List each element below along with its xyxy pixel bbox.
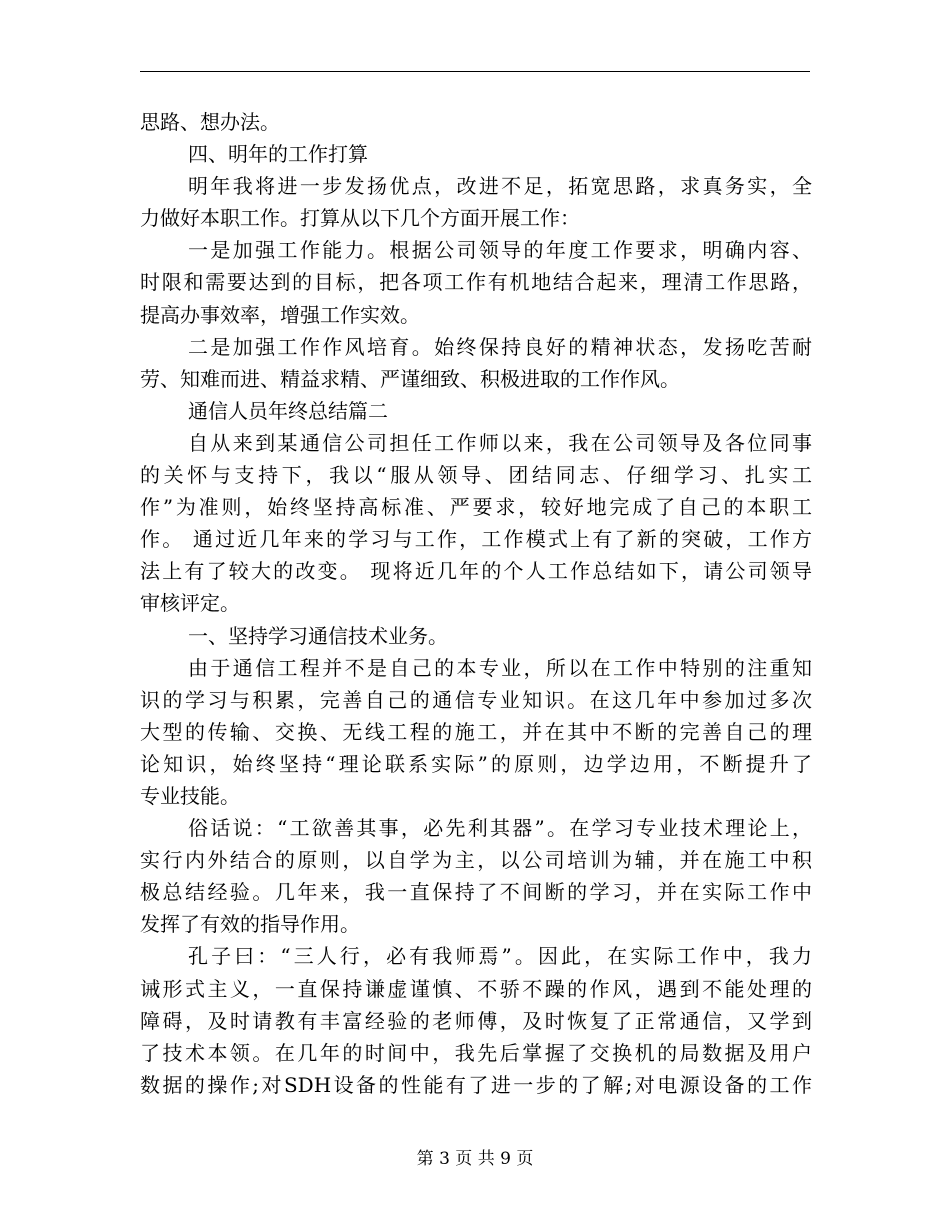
body-text [140,106,812,1101]
footer-suffix: 页 [516,1149,534,1169]
text-line: 法上有了较大的改变。 现将近几年的个人工作总结如下，请公司领导 [140,559,812,584]
footer-prefix: 第 [416,1149,434,1169]
section-heading: 通信人员年终总结篇二 [188,398,388,423]
text-line: 俗话说：“工欲善其事，必先利其器”。在学习专业技术理论上， [188,816,812,841]
text-line: 大型的传输、交换、无线工程的施工，并在其中不断的完善自己的理 [140,719,812,744]
text-line: 劳、知难而进、精益求精、严谨细致、积极进取的工作作风。 [140,366,680,391]
text-line: 识的学习与积累，完善自己的通信专业知识。在这几年中参加过多次 [140,687,812,712]
text-line: 二是加强工作作风培育。始终保持良好的精神状态，发扬吃苦耐 [188,334,812,359]
text-line: 数据的操作;对SDH设备的性能有了进一步的了解;对电源设备的工作 [140,1072,812,1097]
text-line: 的关怀与支持下，我以“服从领导、团结同志、仔细学习、扎实工 [140,463,812,488]
header-rule [140,71,810,72]
section-heading: 一、坚持学习通信技术业务。 [188,623,448,648]
text-line: 力做好本职工作。打算从以下几个方面开展工作： [140,206,580,231]
footer-middle: 页 共 [455,1149,495,1169]
footer-total-pages: 9 [500,1149,511,1169]
text-line: 作”为准则，始终坚持高标准、严要求，较好地完成了自己的本职工 [140,495,812,520]
text-line: 孔子曰：“三人行，必有我师焉”。因此，在实际工作中，我力 [188,944,812,969]
text-line: 时限和需要达到的目标，把各项工作有机地结合起来，理清工作思路， [140,270,812,295]
text-line: 发挥了有效的指导作用。 [140,912,360,937]
text-line: 实行内外结合的原则，以自学为主，以公司培训为辅，并在施工中积 [140,848,812,873]
text-line: 了技术本领。在几年的时间中，我先后掌握了交换机的局数据及用户 [140,1040,812,1065]
text-line: 审核评定。 [140,591,240,616]
page-footer [0,1148,950,1170]
text-line: 论知识，始终坚持“理论联系实际”的原则，边学边用，不断提升了 [140,751,812,776]
text-line: 专业技能。 [140,783,240,808]
text-line: 诫形式主义，一直保持谦虚谨慎、不骄不躁的作风，遇到不能处理的 [140,976,812,1001]
text-line: 由于通信工程并不是自己的本专业，所以在工作中特别的注重知 [188,655,812,680]
text-line: 障碍，及时请教有丰富经验的老师傅，及时恢复了正常通信，又学到 [140,1008,812,1033]
section-heading: 四、明年的工作打算 [188,142,368,167]
text-line: 明年我将进一步发扬优点，改进不足，拓宽思路，求真务实，全 [188,174,812,199]
text-line: 提高办事效率，增强工作实效。 [140,302,420,327]
text-line: 极总结经验。几年来，我一直保持了不间断的学习，并在实际工作中 [140,880,812,905]
text-line: 自从来到某通信公司担任工作师以来，我在公司领导及各位同事 [188,430,812,455]
footer-current-page: 3 [439,1149,450,1169]
text-line: 思路、想办法。 [140,110,280,134]
text-line: 一是加强工作能力。根据公司领导的年度工作要求，明确内容、 [188,238,812,263]
text-line: 作。 通过近几年来的学习与工作，工作模式上有了新的突破，工作方 [140,527,812,552]
